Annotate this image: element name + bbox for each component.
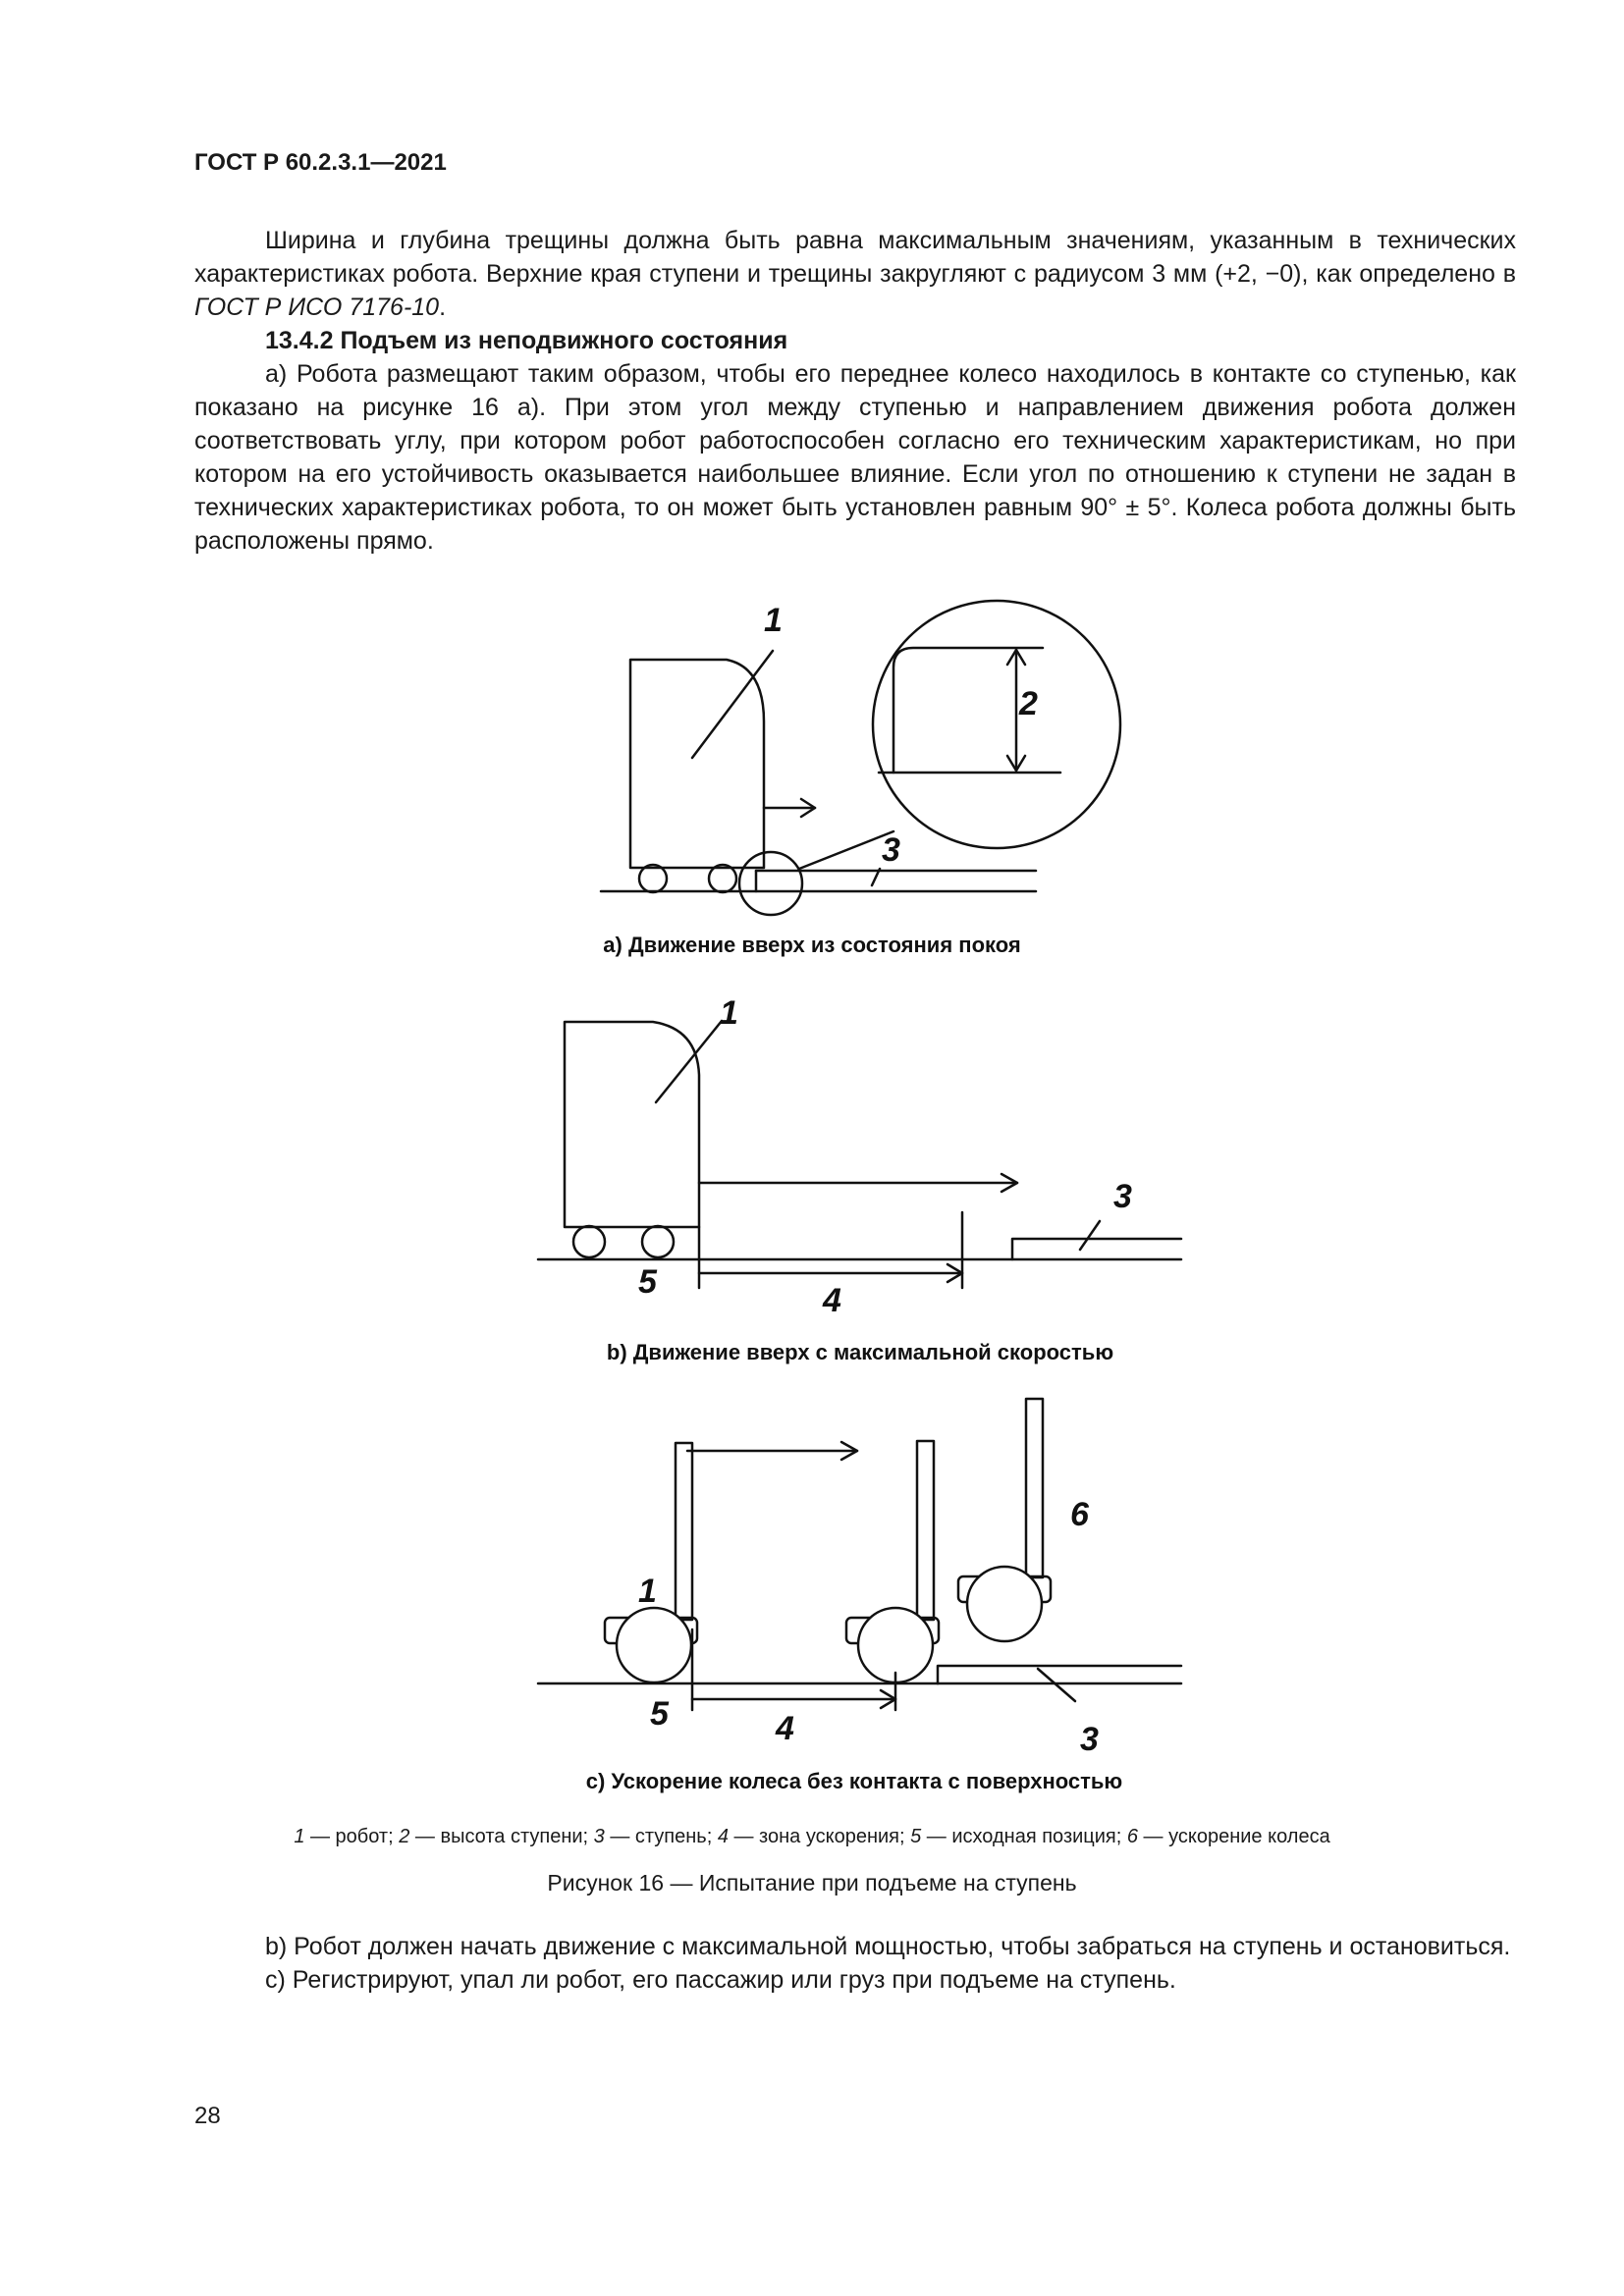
- label-step-a: 3: [882, 831, 900, 869]
- detail-circle-large: [873, 601, 1120, 848]
- label-step-height-a: 2: [1019, 685, 1038, 722]
- step: [1012, 1239, 1181, 1259]
- label-zone-b: 4: [823, 1282, 841, 1319]
- step-leader: [1038, 1669, 1075, 1701]
- robot-wheel: [967, 1567, 1042, 1641]
- label-step-c: 3: [1080, 1721, 1099, 1758]
- robot-frame: [1026, 1399, 1043, 1577]
- robot-wheel: [858, 1608, 933, 1682]
- document-header: ГОСТ Р 60.2.3.1—2021: [194, 149, 447, 176]
- detail-connector: [799, 831, 893, 869]
- label-wheel-accel-c: 6: [1070, 1496, 1089, 1533]
- subfigure-a-drawing: [601, 601, 1120, 915]
- rear-wheel: [573, 1226, 605, 1257]
- robot-body: [565, 1022, 699, 1227]
- caption-b: b) Движение вверх с максимальной скоростью: [606, 1340, 1114, 1364]
- paragraph-2: а) Робота размещают таким образом, чтобы его переднее колесо находилось в контакте со ступенью, как показано на рисунке 16 а). При этом угол между ступенью и направлением движения робота должен соответствовать углу, при котором робот работоспособен согласно его техническим характеристикам, но при котором на его устойчивость оказывается наибольшее влияние. Если угол по отношению к ступени не задан в технических характеристиках робота, то он может быть установлен равным 90° ± 5°. Колеса робота должны быть расположены прямо.: [194, 360, 1516, 555]
- detail-circle-small: [739, 852, 802, 915]
- label-robot-b: 1: [720, 994, 738, 1032]
- label-zone-c: 4: [776, 1710, 794, 1747]
- robot-wheel: [617, 1608, 691, 1682]
- figure-title: Рисунок 16 — Испытание при подъеме на ступень: [547, 1870, 1077, 1896]
- label-robot-a: 1: [764, 602, 783, 639]
- paragraph-1: Ширина и глубина трещины должна быть равна максимальным значениям, указанным в технических характеристиках робота. Верхние края ступени и трещины закругляют с радиусом 3 мм (+2, −0), как определено в ГОСТ Р ИСО 7176-10.: [194, 227, 1516, 321]
- paragraph-4: с) Регистрируют, упал ли робот, его пассажир или груз при подъеме на ступень.: [265, 1966, 1176, 1994]
- caption-c: с) Ускорение колеса без контакта с поверхностью: [585, 1769, 1123, 1793]
- label-start-b: 5: [638, 1263, 657, 1301]
- label-robot-c: 1: [638, 1573, 657, 1610]
- figure-legend: 1 — робот; 2 — высота ступени; 3 — ступень; 4 — зона ускорения; 5 — исходная позиция; 6 — ускорение колеса: [294, 1826, 1330, 1847]
- robot-leader: [692, 651, 773, 758]
- step-leader: [1080, 1221, 1100, 1250]
- robot-frame: [676, 1443, 692, 1620]
- label-step-b: 3: [1113, 1178, 1132, 1215]
- front-wheel: [642, 1226, 674, 1257]
- page-number: 28: [194, 2103, 221, 2129]
- robot-frame: [917, 1441, 934, 1620]
- label-start-c: 5: [650, 1695, 669, 1733]
- standard-reference: ГОСТ Р ИСО 7176-10: [194, 294, 440, 321]
- subfigure-c-drawing: [538, 1399, 1181, 1710]
- body-text-bottom: [194, 1930, 1516, 1997]
- paragraph-3: b) Робот должен начать движение с максимальной мощностью, чтобы забраться на ступень и остановиться.: [265, 1933, 1511, 1960]
- section-title: 13.4.2 Подъем из неподвижного состояния: [265, 327, 788, 354]
- robot-leader: [656, 1021, 722, 1102]
- caption-a: а) Движение вверх из состояния покоя: [603, 933, 1021, 957]
- subfigure-b-drawing: [538, 1021, 1181, 1288]
- step: [938, 1666, 1181, 1683]
